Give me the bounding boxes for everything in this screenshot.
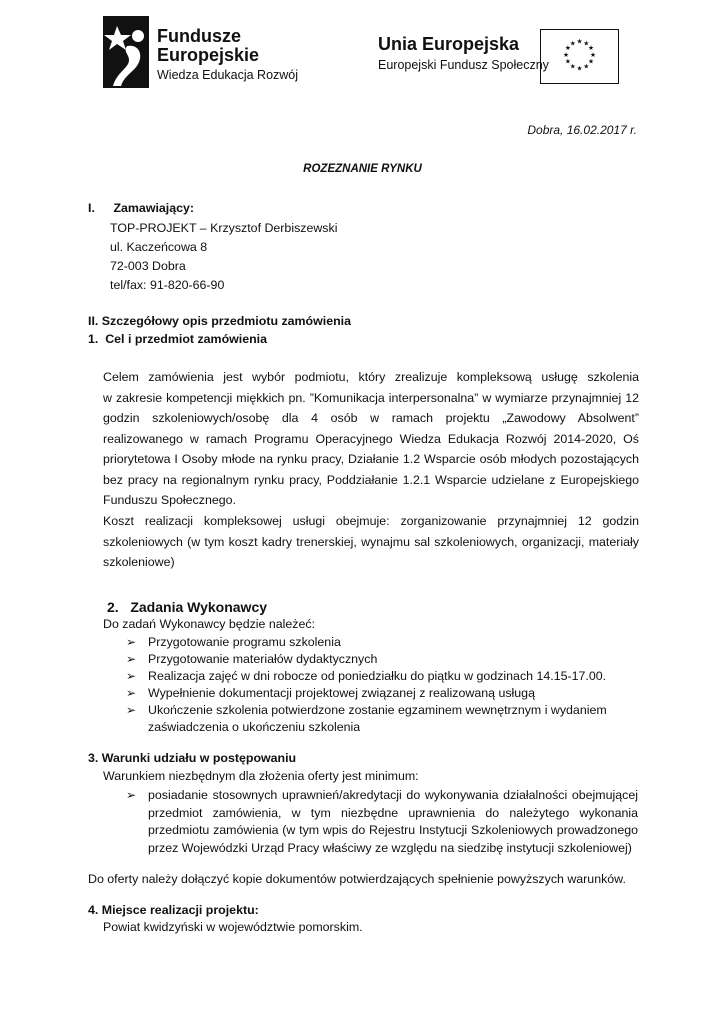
section-1 <box>88 200 648 219</box>
svg-text:★: ★ <box>583 62 590 71</box>
paragraph-line: szkoleniowych (w tym koszt kadry trenerskiej, wynajmu sal szkoleniowych, organizacji, materiały <box>103 534 639 549</box>
list-item-text: Wypełnienie dokumentacji projektowej związanej z realizowaną usługą <box>148 686 535 700</box>
ue-subtitle: Europejski Fundusz Społeczny <box>378 58 549 72</box>
section-3-note: Do oferty należy dołączyć kopie dokumentów potwierdzających spełnienie powyższych warunków. <box>88 872 626 886</box>
document-title: ROZEZNANIE RYNKU <box>303 163 422 175</box>
svg-text:★: ★ <box>562 50 570 59</box>
arrow-bullet-icon: ➢ <box>126 686 137 700</box>
section-2-1-heading: 1. Cel i przedmiot zamówienia <box>88 332 268 346</box>
paragraph-line: Celem zamówienia jest wybór podmiotu, który zrealizuje kompleksową usługę szkolenia <box>103 370 639 384</box>
list-item-text: Przygotowanie programu szkolenia <box>148 635 341 649</box>
svg-text:★: ★ <box>588 57 595 66</box>
arrow-bullet-icon: ➢ <box>126 669 137 683</box>
list-item <box>126 651 626 668</box>
paragraph-line: realizowanego w ramach Programu Operacyjnego Wiedza Edukacja Rozwój 2014-2020, Oś <box>103 431 639 446</box>
zamawiajacy-name: TOP-PROJEKT – Krzysztof Derbiszewski <box>110 221 338 235</box>
svg-text:★: ★ <box>589 50 597 59</box>
section-3-condition <box>126 787 638 857</box>
svg-text:★: ★ <box>564 57 571 66</box>
svg-text:★: ★ <box>583 39 590 48</box>
list-item <box>126 702 626 736</box>
section-4-heading: 4. Miejsce realizacji projektu: <box>88 903 259 917</box>
section-3-heading: 3. Warunki udziału w postępowaniu <box>88 751 297 765</box>
section-2-2-intro: Do zadań Wykonawcy będzie należeć: <box>103 617 316 631</box>
section-4-text: Powiat kwidzyński w województwie pomorskim. <box>103 920 363 934</box>
paragraph-line: priorytetowa I Osoby młode na rynku pracy, Działanie 1.2 Wsparcie osób młodych pozostających <box>103 452 639 466</box>
svg-text:★: ★ <box>569 62 576 71</box>
section-1-heading: Zamawiający: <box>113 201 195 215</box>
zamawiajacy-city: 72-003 Dobra <box>110 259 186 273</box>
svg-text:★: ★ <box>564 44 571 53</box>
section-2-1-paragraph-1 <box>103 367 639 511</box>
section-2-2-heading: 2. Zadania Wykonawcy <box>107 599 268 615</box>
list-item-text-continued: zaświadczenia o ukończeniu szkolenia <box>148 720 361 734</box>
arrow-bullet-icon: ➢ <box>126 635 137 649</box>
arrow-bullet-icon: ➢ <box>126 652 137 666</box>
list-item-text: Realizacja zajęć w dni robocze od poniedziałku do piątku w godzinach 14.15-17.00. <box>148 669 607 683</box>
list-item <box>126 668 626 685</box>
fe-logo-title <box>157 27 259 65</box>
list-item <box>126 685 626 702</box>
zamawiajacy-street: ul. Kaczeńcowa 8 <box>110 240 208 254</box>
fe-logo-line1: Fundusze <box>157 26 241 46</box>
arrow-bullet-icon: ➢ <box>126 788 137 802</box>
paragraph-line: godzin szkoleniowych/osobę dla 4 osób w ramach projektu „Zawodowy Absolwent” <box>103 411 639 425</box>
fe-logo-subtitle: Wiedza Edukacja Rozwój <box>157 68 299 82</box>
condition-line: przedmiotu zamówienia (w tym wpis do Rejestru Instytucji Szkoleniowych prowadzonego <box>148 823 638 837</box>
condition-line: posiadanie stosownych uprawnień/akredytacji do wykonywania działalności obejmującej <box>148 788 638 802</box>
paragraph-line: Koszt realizacji kompleksowej usługi obejmuje: zorganizowanie przynajmniej 12 godzin <box>103 514 639 528</box>
paragraph-line: Funduszu Społecznego. <box>103 493 236 507</box>
paragraph-line: bez pracy na regionalnym rynku pracy, Poddziałanie 1.2.1 Wsparcie udzielane z Europejskiego <box>103 472 639 487</box>
svg-text:★: ★ <box>588 44 595 53</box>
eu-flag-icon <box>540 29 619 84</box>
svg-text:★: ★ <box>576 64 583 73</box>
zamawiajacy-phone: tel/fax: 91-820-66-90 <box>110 278 225 292</box>
document-date: Dobra, 16.02.2017 r. <box>527 123 637 137</box>
arrow-bullet-icon: ➢ <box>126 703 137 717</box>
list-item <box>126 634 626 651</box>
paragraph-line: w zakresie kompetencji miękkich pn. ”Komunikacja interpersonalna” w wymiarze przynajmniej 12 <box>103 390 639 405</box>
section-2-heading: II. Szczegółowy opis przedmiotu zamówienia <box>88 314 351 328</box>
zamawiajacy-details <box>110 219 337 295</box>
section-2-1-paragraph-2 <box>103 511 639 573</box>
ue-title: Unia Europejska <box>378 34 520 54</box>
wykonawca-tasks-list <box>126 634 626 736</box>
list-item-text: Przygotowanie materiałów dydaktycznych <box>148 652 378 666</box>
fundusze-europejskie-logo-icon <box>103 16 149 88</box>
section-1-number: I. <box>88 201 95 215</box>
section-3-intro: Warunkiem niezbędnym dla złożenia oferty jest minimum: <box>103 769 419 783</box>
svg-text:★: ★ <box>576 37 583 46</box>
svg-text:★: ★ <box>569 39 576 48</box>
list-item-text: Ukończenie szkolenia potwierdzone zostanie egzaminem wewnętrznym i wydaniem <box>148 703 607 717</box>
paragraph-line: szkoleniowe) <box>103 555 175 569</box>
condition-line: przez Wojewódzki Urząd Pracy właściwy ze względu na siedzibę instytucji szkoleniowej) <box>148 840 632 855</box>
fe-logo-line2: Europejskie <box>157 45 260 65</box>
condition-line: przedmiot zamówienia, w tym niezbędne uprawnienia do należytego wykonania <box>148 805 638 820</box>
